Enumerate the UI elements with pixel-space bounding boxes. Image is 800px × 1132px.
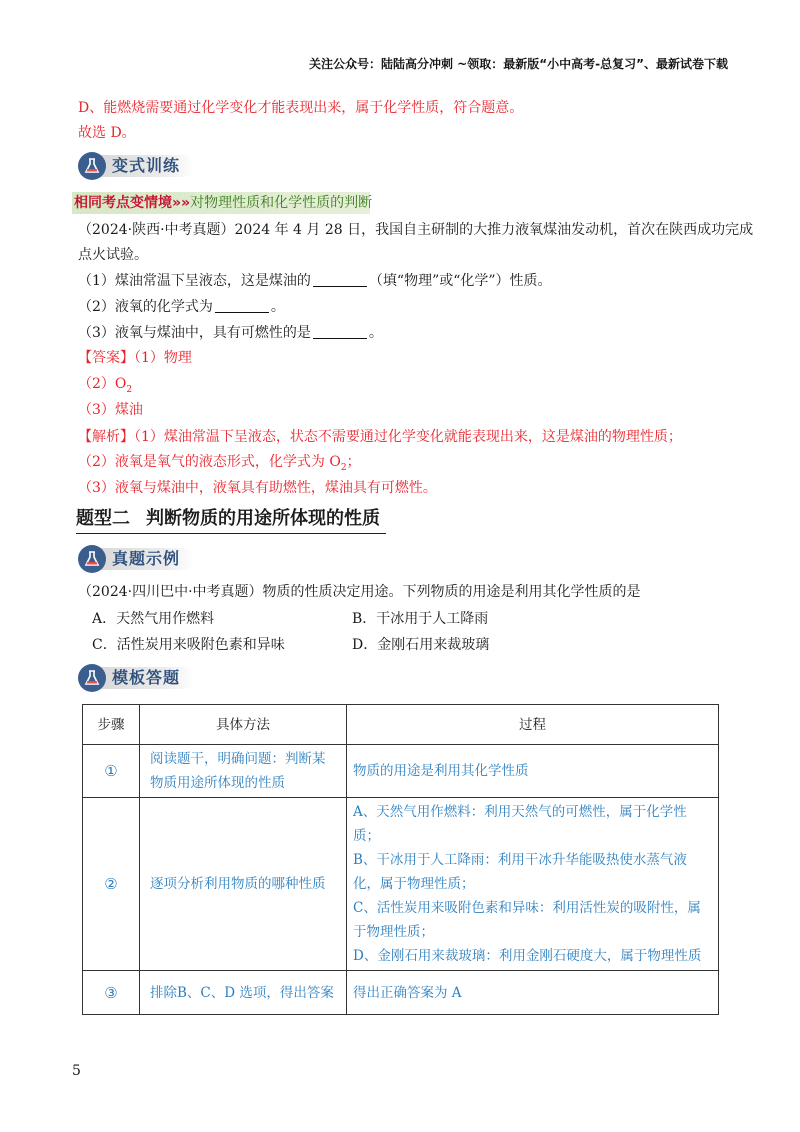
flask-icon xyxy=(78,664,106,692)
q1-part2-text: （2）液氧的化学式为 xyxy=(78,299,213,315)
q2-option-b: B．干冰用于人工降雨 xyxy=(352,611,489,627)
prev-answer-conclusion: 故选 D。 xyxy=(78,125,136,141)
step-process xyxy=(347,798,719,971)
q1-answer-1 xyxy=(78,348,192,368)
q1-part1-text: （1）煤油常温下呈液态，这是煤油的 xyxy=(78,273,311,289)
q1-analysis-2 xyxy=(78,452,361,478)
q1-answer-3: （3）煤油 xyxy=(78,402,143,418)
topic-bar-label: 相同考点变情境 xyxy=(74,195,172,211)
answer-blank-1 xyxy=(313,272,367,287)
q1-stem-line2: 点火试验。 xyxy=(78,247,148,263)
q2-option-c: C．活性炭用来吸附色素和异味 xyxy=(92,637,285,653)
q1-analysis-1 xyxy=(78,427,682,447)
table-header-row xyxy=(83,705,719,745)
section-real-title: 真题示例 xyxy=(96,548,194,570)
answer-2-text: （2）O xyxy=(78,376,127,392)
topic-bar-topic: 对物理性质和化学性质的判断 xyxy=(190,195,373,211)
step-number: ③ xyxy=(83,971,140,1015)
step-method: 逐项分析利用物质的哪种性质 xyxy=(140,798,347,971)
table-row xyxy=(83,971,719,1015)
section-template-title: 模板答题 xyxy=(96,667,194,689)
q2-option-d: D．金刚石用来裁玻璃 xyxy=(352,637,490,653)
q1-part1 xyxy=(78,271,552,291)
page-number: 5 xyxy=(72,1063,81,1079)
section-variant-training xyxy=(78,152,194,180)
table-header-step: 步骤 xyxy=(83,705,140,745)
step-method: 阅读题干，明确问题：判断某物质用途所体现的性质 xyxy=(140,745,347,798)
double-arrow-icon: »» xyxy=(172,195,191,211)
page-header: 关注公众号：陆陆高分冲刺 ~领取：最新版“小中高考-总复习”、最新试卷下载 xyxy=(309,57,728,71)
table-header-process: 过程 xyxy=(347,705,719,745)
answer-label: 【答案】 xyxy=(78,350,134,366)
q1-analysis-3: （3）液氧与煤油中，液氧具有助燃性，煤油具有可燃性。 xyxy=(78,480,437,496)
q1-part2 xyxy=(78,297,285,317)
question-type-text: 判断物质的用途所体现的性质 xyxy=(146,508,380,529)
q2-option-a: A．天然气用作燃料 xyxy=(92,611,215,627)
question-type-label: 题型二 xyxy=(76,508,130,529)
q1-part3-text: （3）液氧与煤油中，具有可燃性的是 xyxy=(78,325,311,341)
q1-part1-tail: （填“物理”或“化学”）性质。 xyxy=(368,273,552,289)
section-variant-title: 变式训练 xyxy=(96,155,194,177)
answer-blank-2 xyxy=(215,298,269,313)
q1-answer-2 xyxy=(78,374,132,400)
q1-stem-line1: （2024·陕西·中考真题）2024 年 4 月 28 日，我国自主研制的大推力液氧煤油发动机，首次在陕西成功完成 xyxy=(78,222,754,238)
analysis-2-text: （2）液氧是氧气的液态形式，化学式为 O xyxy=(78,454,341,470)
q1-part2-tail: 。 xyxy=(270,299,285,315)
answer-2-subscript: 2 xyxy=(126,384,133,395)
q1-part3 xyxy=(78,323,383,343)
analysis-2-end: ； xyxy=(346,454,361,470)
section-real-examples xyxy=(78,545,194,573)
q2-stem: （2024·四川巴中·中考真题）物质的性质决定用途。下列物质的用途是利用其化学性质的是 xyxy=(78,584,641,600)
analysis-2-subscript: 2 xyxy=(340,462,347,473)
process-item: B、干冰用于人工降雨：利用干冰升华能吸热使水蒸气液化，属于物理性质； xyxy=(353,852,687,892)
step-number: ② xyxy=(83,798,140,971)
flask-icon xyxy=(78,545,106,573)
process-item: D、金刚石用来裁玻璃：利用金刚石硬度大，属于物理性质 xyxy=(353,948,702,964)
answer-blank-3 xyxy=(313,324,367,339)
step-method: 排除B、C、D 选项，得出答案 xyxy=(140,971,347,1015)
table-row xyxy=(83,745,719,798)
table-header-method: 具体方法 xyxy=(140,705,347,745)
template-answer-table xyxy=(82,704,719,1015)
process-item: A、天然气用作燃料：利用天然气的可燃性，属于化学性质； xyxy=(353,804,687,844)
table-row xyxy=(83,798,719,971)
analysis-1-text: （1）煤油常温下呈液态，状态不需要通过化学变化就能表现出来，这是煤油的物理性质； xyxy=(134,429,682,445)
q1-part3-tail: 。 xyxy=(368,325,383,341)
section-template-answer xyxy=(78,664,194,692)
flask-icon xyxy=(78,152,106,180)
topic-bar xyxy=(72,192,373,214)
answer-1-text: （1）物理 xyxy=(134,350,192,366)
step-process: 得出正确答案为 A xyxy=(347,971,719,1015)
step-process: 物质的用途是利用其化学性质 xyxy=(347,745,719,798)
question-type-heading xyxy=(76,505,386,534)
analysis-label: 【解析】 xyxy=(78,429,134,445)
step-number: ① xyxy=(83,745,140,798)
process-item: C、活性炭用来吸附色素和异味：利用活性炭的吸附性，属于物理性质； xyxy=(353,900,701,940)
prev-answer-line: D、能燃烧需要通过化学变化才能表现出来，属于化学性质，符合题意。 xyxy=(78,100,524,116)
